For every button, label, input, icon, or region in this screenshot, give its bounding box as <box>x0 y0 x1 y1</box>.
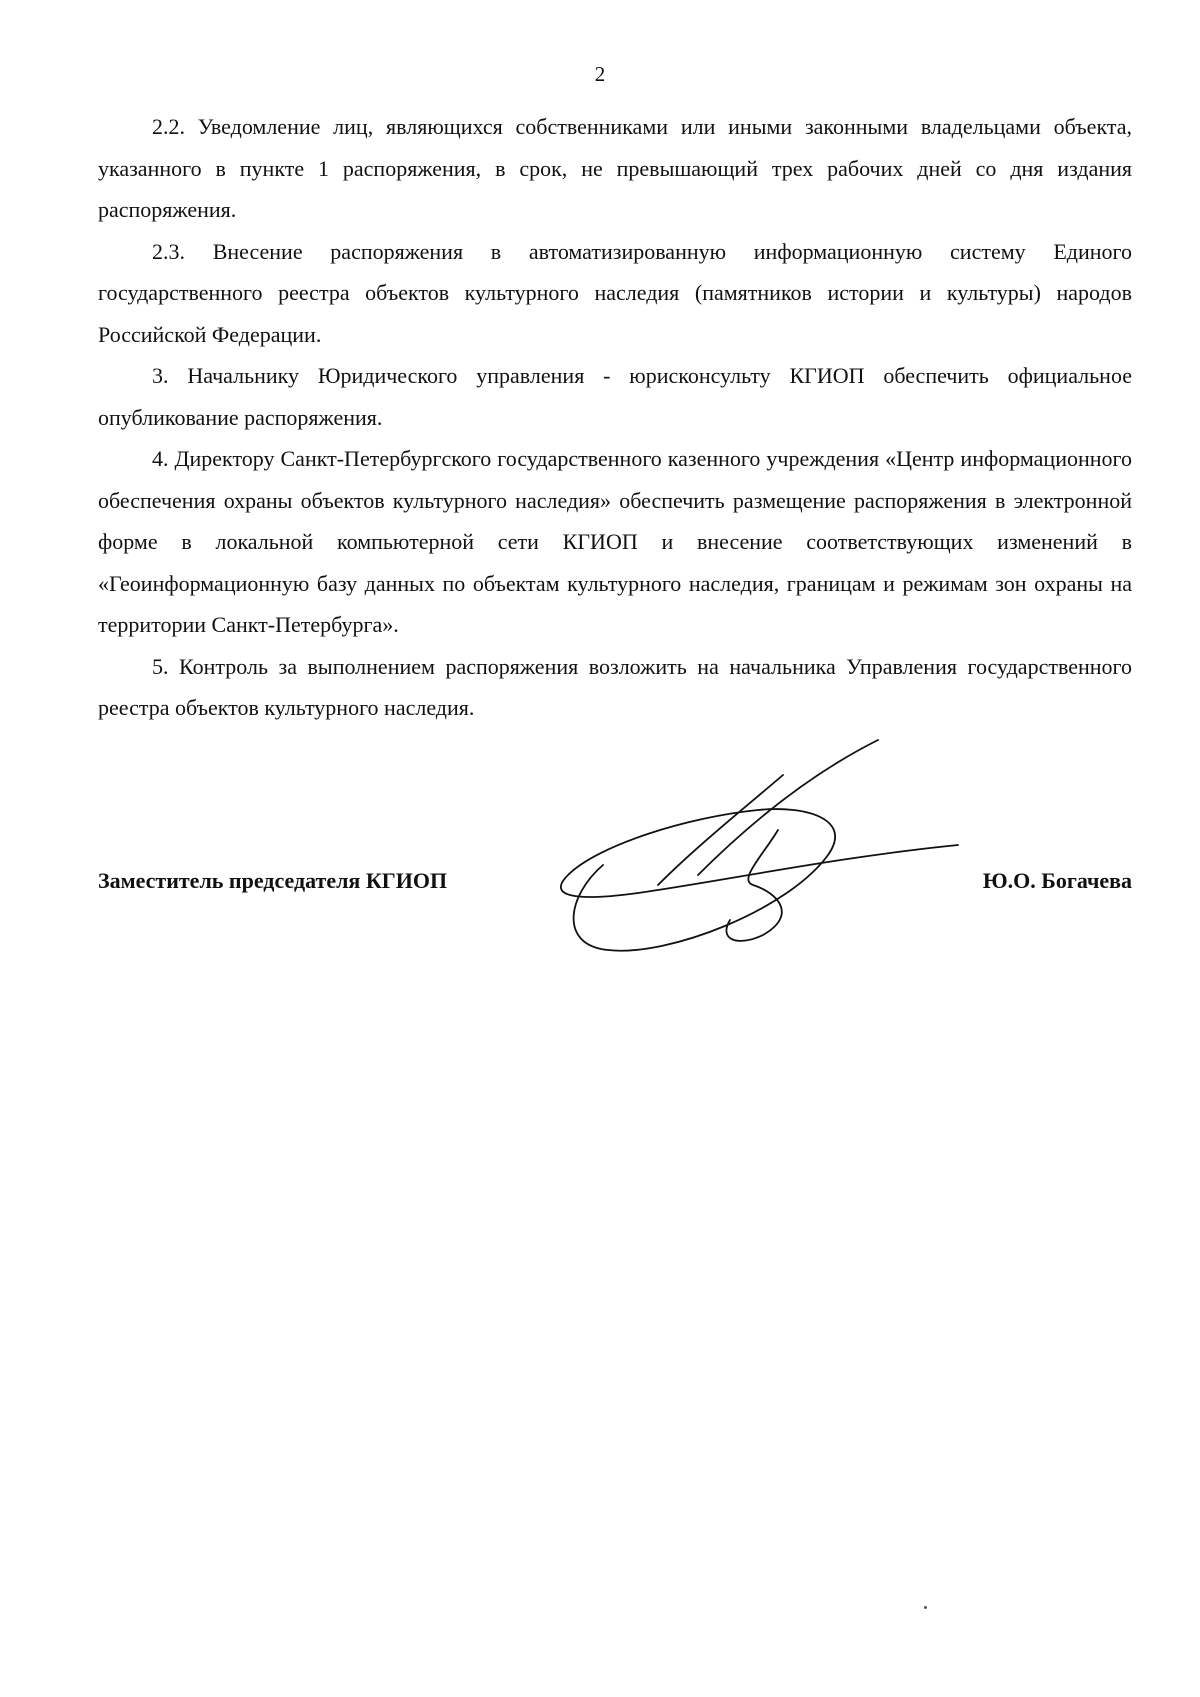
paragraph-2-2: 2.2. Уведомление лиц, являющихся собственниками или иными законными владельцами объекта, указанного в пункте 1 распоряжения, в срок, не превышающий трех рабочих дней со дня издания распоряжения. <box>98 114 1132 222</box>
paragraph-3: 3. Начальнику Юридического управления - юрисконсульту КГИОП обеспечить официальное опубликование распоряжения. <box>98 363 1132 430</box>
paragraph-5: 5. Контроль за выполнением распоряжения возложить на начальника Управления государственного реестра объектов культурного наследия. <box>98 653 1132 720</box>
signature-loop-stroke <box>561 809 958 951</box>
paragraph-2-3: 2.3. Внесение распоряжения в автоматизированную информационную систему Единого государственного реестра объектов культурного наследия (памятников истории и культуры) народов Российской Федерации. <box>98 238 1132 347</box>
signature-diagonal-stroke <box>698 740 878 875</box>
handwritten-signature <box>548 735 998 975</box>
signer-name: Ю.О. Богачева <box>982 868 1132 893</box>
signer-title: Заместитель председателя КГИОП <box>98 868 448 893</box>
document-body <box>98 106 1132 729</box>
signature-secondary-stroke <box>658 775 783 885</box>
scan-speck <box>924 1606 927 1609</box>
page-number: 2 <box>594 62 606 86</box>
signature-hook-stroke <box>726 830 781 941</box>
paragraph-4: 4. Директору Санкт-Петербургского государственного казенного учреждения «Центр информационного обеспечения охраны объектов культурного наследия» обеспечить размещение распоряжения в электронной форме в локальной компьютерной сети КГИОП и внесение соответствующих изменений в «Геоинформационную базу данных по объектам культурного наследия, границам и режимам зон охраны на территории Санкт-Петербурга». <box>98 446 1132 637</box>
